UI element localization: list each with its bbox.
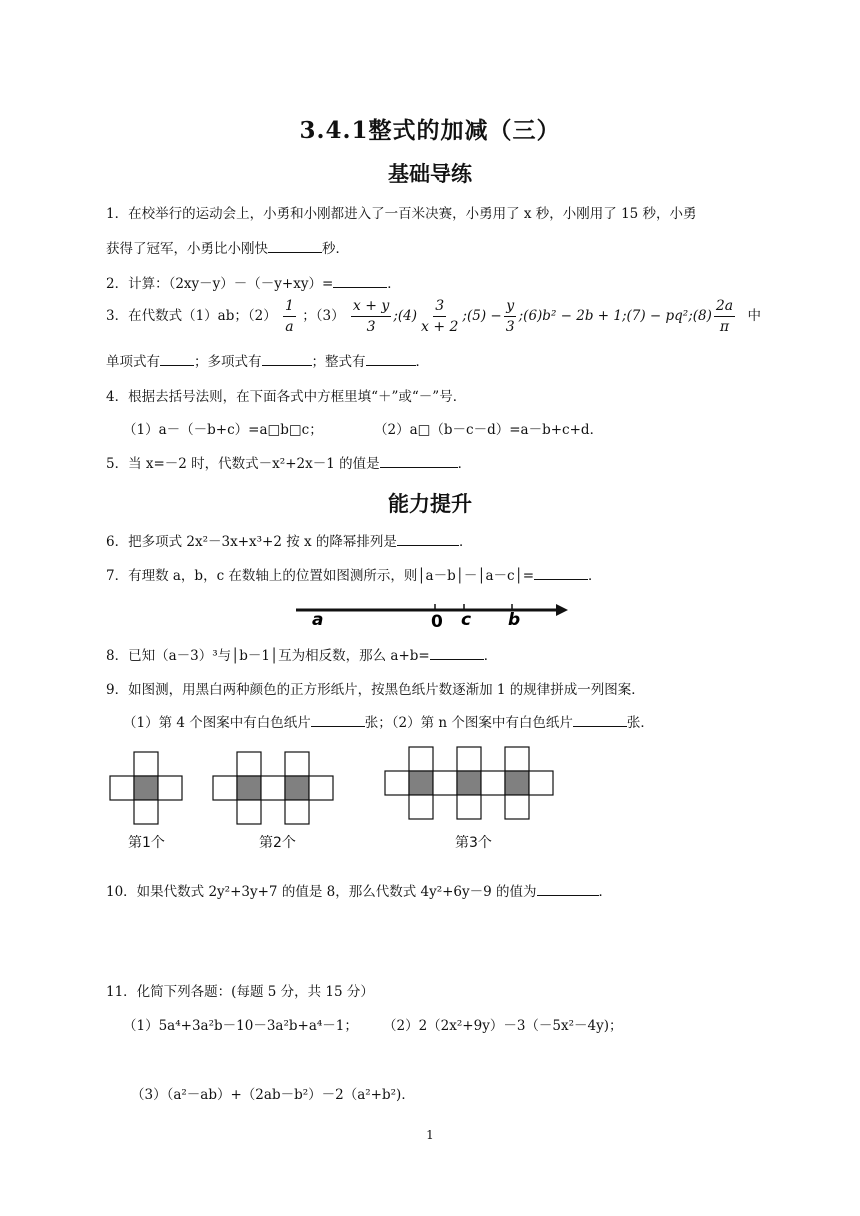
white-tile	[134, 752, 158, 776]
denominator: 3	[505, 319, 515, 335]
question-7	[106, 564, 602, 584]
question-1-text: 获得了冠军，小勇比小刚快	[106, 241, 268, 257]
pattern-2	[213, 752, 333, 824]
fraction-3-over-x-plus-2	[419, 297, 460, 336]
white-tile	[309, 776, 333, 800]
question-4-part-2: （2）a□（b－c－d）=a－b+c+d．	[374, 422, 604, 438]
question-11-part-2: （2）2（2x²+9y）－3（－5x²－4y)；	[383, 1018, 623, 1034]
denominator: a	[285, 319, 294, 335]
denominator: x + 2	[420, 319, 459, 335]
black-tile	[285, 776, 309, 800]
question-6-suffix: ．	[458, 534, 473, 550]
question-3-text: ；（3）	[302, 308, 345, 324]
question-2	[106, 272, 401, 292]
question-3-text: ；整式有	[311, 354, 366, 370]
answer-blank	[573, 714, 627, 727]
question-2-suffix: ．	[387, 276, 401, 292]
white-tile	[433, 771, 457, 795]
numerator: 1	[283, 297, 296, 317]
white-tile	[409, 747, 433, 771]
question-8	[106, 644, 497, 664]
question-5	[106, 452, 471, 472]
answer-blank	[380, 455, 458, 468]
white-tile	[110, 776, 134, 800]
tile-pattern-figure	[104, 744, 564, 856]
answer-blank	[534, 567, 588, 580]
point-label-a: a	[312, 610, 324, 630]
page-title: 3.4.1整式的加减（三）	[299, 117, 561, 144]
answer-blank	[268, 240, 322, 253]
white-tile	[285, 800, 309, 824]
black-tile	[134, 776, 158, 800]
number-line-figure	[294, 592, 570, 634]
white-tile	[505, 795, 529, 819]
question-3-line-1	[106, 297, 761, 336]
question-3-text: 3．在代数式（1）ab；（2）	[106, 308, 277, 324]
white-tile	[385, 771, 409, 795]
figure-caption-1: 第1个	[128, 835, 165, 851]
question-2-text: 2．计算：（2xy－y）－（－y+xy）=	[106, 276, 334, 292]
numerator: 2a	[714, 297, 735, 317]
answer-blank	[333, 275, 387, 288]
question-6	[106, 530, 472, 550]
question-3-text: 中	[747, 308, 761, 324]
white-tile	[457, 747, 481, 771]
denominator: 3	[366, 319, 376, 335]
section-heading-basic: 基础导练	[388, 162, 472, 186]
white-tile	[529, 771, 553, 795]
pattern-1	[110, 752, 182, 824]
page-number: 1	[426, 1128, 434, 1142]
question-8-text: 8．已知（a－3）³与│b－1│互为相反数，那么 a+b=	[106, 648, 430, 664]
fraction-2a-over-pi	[714, 297, 735, 336]
white-tile	[505, 747, 529, 771]
figure-caption-2: 第2个	[259, 835, 296, 851]
white-tile	[261, 776, 285, 800]
black-tile	[237, 776, 261, 800]
point-label-c: c	[461, 610, 472, 630]
question-9: 9．如图测，用黑白两种颜色的正方形纸片，按黑色纸片数逐渐加 1 的规律拼成一列图案．	[106, 682, 645, 698]
question-4-part-1: （1）a－（－b+c）=a□b□c；	[123, 422, 323, 438]
question-9-text: 张．	[626, 715, 654, 731]
white-tile	[237, 752, 261, 776]
section-heading-advanced: 能力提升	[388, 492, 472, 516]
fraction-1-over-a	[283, 297, 296, 336]
question-5-suffix: ．	[457, 456, 472, 472]
answer-blank	[311, 714, 365, 727]
question-9-text: （1）第 4 个图案中有白色纸片	[123, 715, 311, 731]
question-1-suffix: 秒．	[322, 241, 349, 257]
question-4: 4．根据去括号法则，在下面各式中方框里填“＋”或“－”号．	[106, 389, 467, 405]
numerator: x + y	[351, 297, 391, 317]
white-tile	[481, 771, 505, 795]
point-label-b: b	[508, 610, 521, 630]
question-11: 11．化简下列各题：(每题 5 分，共 15 分）	[106, 984, 374, 1000]
question-10-text: 10．如果代数式 2y²+3y+7 的值是 8，那么代数式 4y²+6y－9 的值为	[106, 884, 537, 900]
question-6-text: 6．把多项式 2x²－3x+x³+2 按 x 的降幂排列是	[106, 534, 397, 550]
black-tile	[409, 771, 433, 795]
answer-blank	[366, 353, 416, 366]
arrow-head-icon	[556, 604, 568, 616]
question-3-text: ;(5) −	[462, 308, 502, 324]
black-tile	[457, 771, 481, 795]
white-tile	[285, 752, 309, 776]
point-label-zero: 0	[431, 612, 443, 632]
white-tile	[213, 776, 237, 800]
question-7-text: 7．有理数 a，b，c 在数轴上的位置如图测所示，则│a－b│－│a－c│=	[106, 568, 535, 584]
white-tile	[134, 800, 158, 824]
numerator: 3	[433, 297, 446, 317]
question-10-suffix: ．	[598, 884, 613, 900]
white-tile	[409, 795, 433, 819]
question-7-suffix: ．	[588, 568, 602, 584]
white-tile	[237, 800, 261, 824]
numerator: y	[504, 297, 516, 317]
question-3-text: ．	[415, 354, 429, 370]
question-1-line-1: 1．在校举行的运动会上，小勇和小刚都进入了一百米决赛，小勇用了 x 秒，小刚用了 15 秒，小勇	[106, 206, 697, 222]
fraction-y-over-3	[504, 297, 517, 336]
question-3-text: ;(4)	[393, 308, 417, 324]
white-tile	[158, 776, 182, 800]
answer-blank	[397, 533, 459, 546]
question-3-text: ;(6)b² − 2b + 1;(7) − pq²;(8)	[518, 308, 712, 324]
answer-blank	[430, 647, 484, 660]
figure-caption-3: 第3个	[455, 835, 492, 851]
question-5-text: 5．当 x=－2 时，代数式－x²+2x－1 的值是	[106, 456, 380, 472]
fraction-x-plus-y-over-3	[351, 297, 391, 336]
question-9-parts	[123, 711, 654, 731]
question-11-part-1: （1）5a⁴+3a²b－10－3a²b+a⁴－1；	[123, 1018, 358, 1034]
white-tile	[457, 795, 481, 819]
answer-blank	[160, 353, 194, 366]
question-3-line-2	[106, 350, 429, 370]
black-tile	[505, 771, 529, 795]
question-11-part-3: （3）（a²－ab）+（2ab－b²）－2（a²+b²)．	[131, 1087, 415, 1103]
answer-blank	[537, 883, 599, 896]
pattern-3	[385, 747, 553, 819]
denominator: π	[719, 319, 730, 335]
question-8-suffix: ．	[483, 648, 498, 664]
question-10	[106, 880, 612, 900]
question-3-text: ；多项式有	[194, 354, 262, 370]
question-1-line-2	[106, 237, 349, 257]
question-9-text: 张；（2）第 n 个图案中有白色纸片	[364, 715, 573, 731]
answer-blank	[262, 353, 312, 366]
question-3-text: 单项式有	[106, 354, 160, 370]
